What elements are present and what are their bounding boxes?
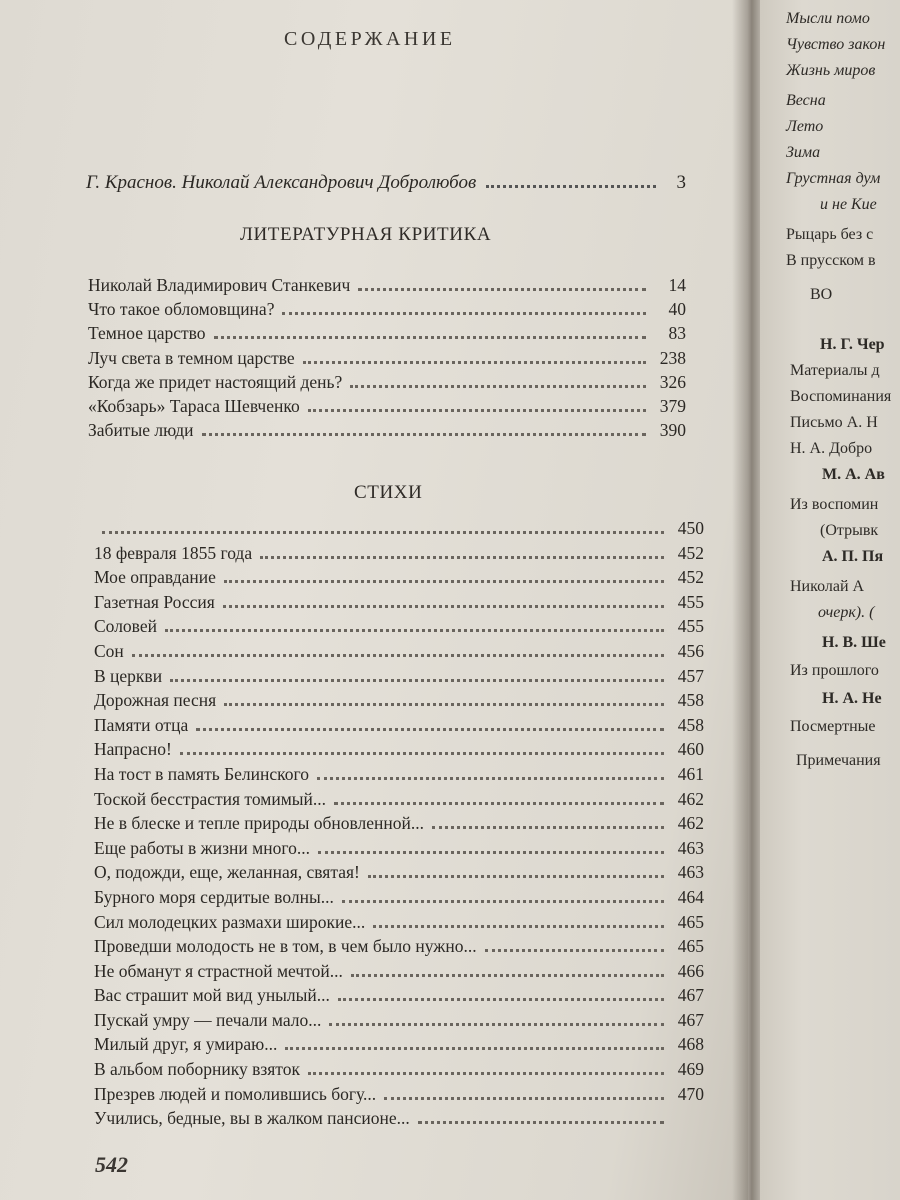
entry-title: Тоской бесстрастия томимый... [94, 788, 327, 809]
entry-title: В альбом поборнику взяток [94, 1059, 300, 1080]
entry-title: Дорожная песня [94, 690, 217, 711]
right-page-line: М. А. Ав [822, 466, 885, 483]
entry-title: Напрасно! [94, 739, 172, 760]
entry-title: Презрев людей и помолившись богу... [94, 1083, 377, 1104]
leader-dots [373, 925, 664, 928]
entry-title: Мое оправдание [94, 567, 216, 588]
entry-page: 461 [677, 763, 704, 784]
right-page-line: Письмо А. Н [790, 414, 878, 431]
entry-title: Памяти отца [94, 714, 189, 735]
entry-page: 457 [677, 665, 704, 686]
entry-page: 463 [677, 837, 704, 858]
right-page-line: Рыцарь без с [786, 226, 874, 243]
entry-page: 465 [677, 936, 704, 957]
intro-text: Николай Александрович Добролюбов [181, 172, 477, 193]
leader-dots [342, 900, 664, 903]
leader-dots [260, 556, 664, 559]
toc-entry [88, 323, 686, 347]
right-page-line: Н. Г. Чер [820, 336, 885, 353]
right-page-line: Из прошлого [790, 662, 879, 679]
right-page-line: Мысли помо [786, 10, 870, 27]
entry-title: В церкви [94, 665, 163, 686]
toc-entry [94, 567, 704, 592]
toc-entry [88, 275, 686, 299]
toc-entry [88, 420, 686, 444]
leader-dots [196, 728, 664, 731]
toc-entry [88, 396, 686, 420]
toc-entry [94, 518, 704, 543]
entry-page: 469 [677, 1059, 704, 1080]
right-page-line: Грустная дум [786, 170, 881, 187]
entry-page: 238 [659, 347, 686, 368]
page-number: 542 [95, 1152, 128, 1177]
right-page-line: (Отрывк [820, 522, 879, 539]
leader-dots [317, 777, 664, 780]
entry-page: 14 [668, 275, 686, 295]
entry-title: Пускай умру — печали мало... [94, 1009, 322, 1030]
leader-dots [223, 605, 664, 608]
toc-entry [94, 1034, 704, 1059]
right-page-line: В прусском в [786, 252, 876, 269]
entry-title: Не обманут я страстной мечтой... [94, 960, 343, 981]
leader-dots [329, 1023, 664, 1026]
leader-dots [351, 974, 664, 977]
right-page-line: А. П. Пя [822, 548, 884, 565]
toc-entry [94, 764, 704, 789]
right-page-line: Воспоминания [790, 388, 892, 405]
entry-page: 452 [677, 567, 704, 588]
toc-entry [94, 641, 704, 666]
entry-title: Забитые люди [88, 420, 194, 441]
entry-page: 455 [677, 616, 704, 637]
entry-title: «Кобзарь» Тараса Шевченко [88, 395, 300, 416]
contents-title: СОДЕРЖАНИЕ [284, 28, 456, 50]
right-page-line: Примечания [796, 752, 881, 769]
leader-dots [165, 629, 664, 632]
entry-title: Темное царство [88, 323, 206, 344]
right-page-line: Зима [786, 144, 821, 161]
toc-entry [94, 739, 704, 764]
toc-entry [94, 887, 704, 912]
right-page-line: очерк). ( [818, 604, 875, 621]
right-page-line: Н. В. Ше [822, 634, 886, 651]
toc-entry [94, 592, 704, 617]
entry-title: Вас страшит мой вид унылый... [94, 985, 330, 1006]
leader-dots [214, 336, 646, 339]
entry-page: 460 [677, 739, 704, 760]
leader-dots [224, 703, 664, 706]
entry-page: 452 [677, 542, 704, 563]
leader-dots [334, 802, 664, 805]
entry-title: Соловей [94, 616, 157, 637]
entry-page: 465 [677, 911, 704, 932]
intro-page: 3 [676, 172, 686, 193]
leader-dots [485, 949, 664, 952]
leader-dots [170, 679, 664, 682]
toc-entry [88, 299, 686, 323]
right-page-line: Посмертные [790, 718, 876, 735]
toc-entry [94, 1059, 704, 1084]
right-page-fragment [760, 0, 900, 1200]
entry-page: 462 [677, 788, 704, 809]
leader-dots [303, 361, 646, 364]
right-page-line: Николай А [790, 578, 865, 595]
leader-dots [368, 875, 664, 878]
toc-poems [94, 518, 704, 1133]
leader-dots [318, 851, 664, 854]
entry-page: 390 [659, 420, 686, 441]
entry-page: 458 [677, 690, 704, 711]
entry-title: Не в блеске и тепле природы обновленной... [94, 813, 424, 834]
toc-entry [94, 838, 704, 863]
entry-page: 455 [677, 591, 704, 612]
right-page-line: Лето [786, 118, 824, 135]
entry-page: 450 [677, 518, 704, 538]
leader-dots [285, 1047, 664, 1050]
leader-dots [102, 531, 664, 534]
section-heading-poems: СТИХИ [354, 482, 423, 503]
entry-page: 464 [677, 886, 704, 907]
entry-page: 463 [677, 862, 704, 883]
leader-dots [338, 998, 664, 1001]
toc-entry [94, 961, 704, 986]
toc-entry [88, 348, 686, 372]
right-page-line: Материалы д [790, 362, 880, 379]
entry-title: Что такое обломовщина? [88, 299, 275, 320]
right-page-line: и не Кие [820, 196, 877, 213]
toc-entry [94, 862, 704, 887]
toc-entry [88, 372, 686, 396]
right-page-line: ВО [810, 286, 833, 303]
entry-page: 467 [677, 1009, 704, 1030]
toc-entry [94, 1108, 704, 1133]
toc-entry [94, 813, 704, 838]
right-page-line: Н. А. Не [822, 690, 882, 707]
entry-title: Сон [94, 640, 124, 661]
entry-title: О, подожди, еще, желанная, святая! [94, 862, 360, 883]
leader-dots [308, 1072, 664, 1075]
entry-title: Еще работы в жизни много... [94, 837, 310, 858]
leader-dots [180, 752, 664, 755]
entry-title: Учились, бедные, вы в жалком пансионе... [94, 1108, 410, 1129]
entry-page: 470 [677, 1083, 704, 1104]
toc-entry [94, 690, 704, 715]
entry-page: 467 [677, 985, 704, 1006]
leader-dots [282, 312, 646, 315]
toc-entry [94, 912, 704, 937]
leader-dots [132, 654, 664, 657]
toc-entry [94, 1084, 704, 1109]
entry-title: Газетная Россия [94, 591, 215, 612]
entry-page: 40 [668, 299, 686, 320]
right-page-line: Н. А. Добро [790, 440, 873, 457]
toc-entry [94, 985, 704, 1010]
leader-dots [308, 409, 646, 412]
intro-author: Г. Краснов. [86, 172, 177, 193]
entry-title: Сил молодецких размахи широкие... [94, 911, 366, 932]
entry-page: 326 [659, 371, 686, 392]
entry-title: Бурного моря сердитые волны... [94, 886, 334, 907]
entry-page: 466 [677, 960, 704, 981]
entry-page: 458 [677, 714, 704, 735]
entry-page: 462 [677, 813, 704, 834]
toc-criticism [88, 275, 686, 444]
leader-dots [358, 288, 646, 291]
right-page-line: Из воспомин [790, 496, 879, 513]
toc-entry [94, 666, 704, 691]
section-heading-criticism: ЛИТЕРАТУРНАЯ КРИТИКА [240, 224, 492, 245]
leader-dots [224, 580, 664, 583]
entry-page: 468 [677, 1034, 704, 1055]
toc-entry [94, 936, 704, 961]
right-page-line: Чувство закон [786, 36, 886, 53]
leader-dots [432, 826, 664, 829]
leader-dots [202, 433, 646, 436]
entry-page: 83 [668, 323, 686, 344]
toc-entry [94, 543, 704, 568]
leader-dots [486, 185, 656, 188]
leader-dots [384, 1097, 664, 1100]
entry-title: Николай Владимирович Станкевич [88, 275, 351, 295]
entry-title: Проведши молодость не в том, в чем было нужно... [94, 936, 477, 957]
intro-entry [86, 172, 686, 194]
toc-entry [94, 1010, 704, 1035]
toc-entry [94, 616, 704, 641]
entry-page: 379 [659, 395, 686, 416]
leader-dots [350, 385, 646, 388]
entry-title: Когда же придет настоящий день? [88, 371, 343, 392]
toc-entry [94, 789, 704, 814]
entry-page: 456 [677, 640, 704, 661]
leader-dots [418, 1121, 664, 1124]
entry-title: 18 февраля 1855 года [94, 542, 253, 563]
entry-title: Милый друг, я умираю... [94, 1034, 278, 1055]
right-page-line: Весна [786, 92, 826, 109]
right-page-line: Жизнь миров [786, 62, 876, 79]
entry-title: На тост в память Белинского [94, 763, 309, 784]
toc-entry [94, 715, 704, 740]
entry-title: Луч света в темном царстве [88, 347, 295, 368]
